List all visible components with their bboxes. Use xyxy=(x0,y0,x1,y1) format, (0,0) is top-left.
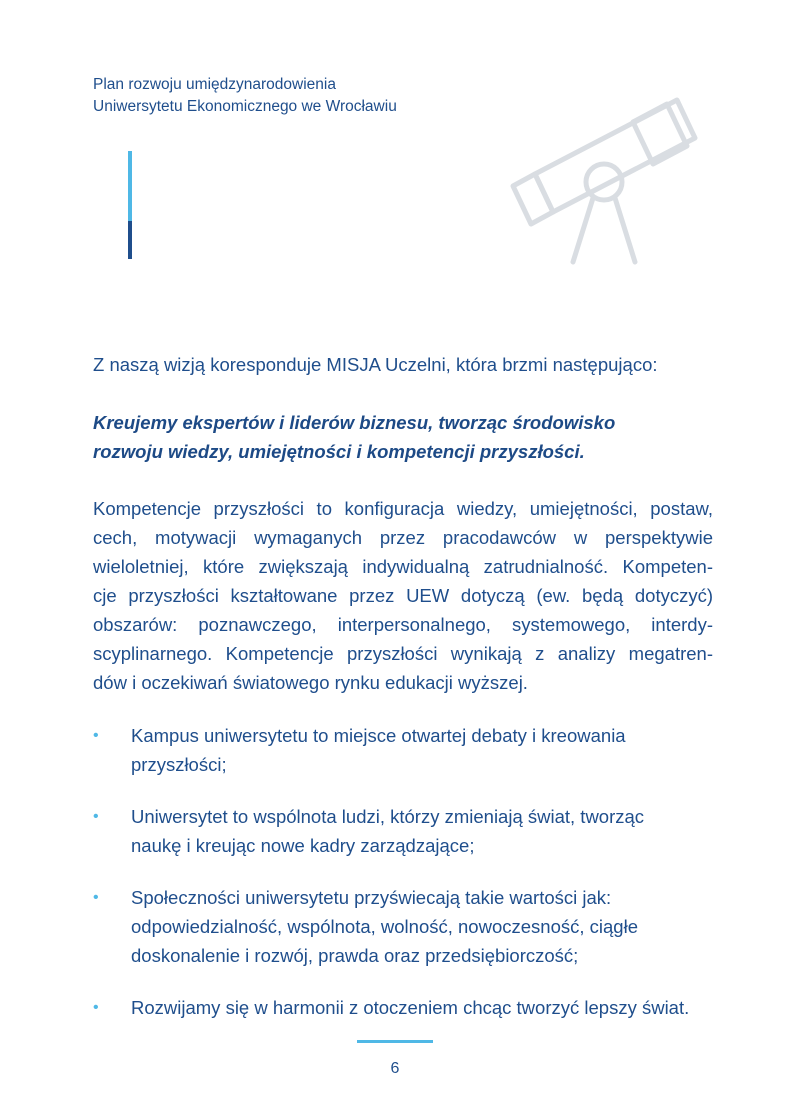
bullet-marker: • xyxy=(93,808,99,825)
list-item xyxy=(93,993,713,1022)
mission-statement xyxy=(93,408,713,466)
accent-bar-dark xyxy=(128,221,132,259)
competencies-paragraph xyxy=(93,494,713,697)
bullet-marker: • xyxy=(93,999,99,1016)
values-list xyxy=(93,721,713,1022)
page-number: 6 xyxy=(390,1060,400,1077)
paragraph-line: cech, motywacji wymaganych przez pracodawców w perspektywie xyxy=(93,527,713,548)
list-item-line: doskonalenie i rozwój, prawda oraz przedsiębiorczość; xyxy=(131,945,579,966)
accent-bar xyxy=(128,151,132,259)
list-item-line: Społeczności uniwersytetu przyświecają takie wartości jak: xyxy=(131,887,612,908)
mission-line-1: Kreujemy ekspertów i liderów biznesu, tworząc środowisko xyxy=(93,412,616,433)
list-item xyxy=(93,721,713,779)
list-item-line: odpowiedzialność, wspólnota, wolność, nowoczesność, ciągłe xyxy=(131,916,638,937)
paragraph-line: wieloletniej, które zwiększają indywidualną zatrudnialność. Kompeten- xyxy=(93,556,713,577)
telescope-leg-right xyxy=(615,198,635,262)
paragraph-line: obszarów: poznawczego, interpersonalnego, systemowego, interdy- xyxy=(93,614,713,635)
intro-text: Z naszą wizją koresponduje MISJA Uczelni, która brzmi następująco: xyxy=(93,354,658,375)
bullet-marker: • xyxy=(93,727,99,744)
paragraph-line: scyplinarnego. Kompetencje przyszłości wynikają z analizy megatren- xyxy=(93,643,713,664)
mission-line-2: rozwoju wiedzy, umiejętności i kompetencji przyszłości. xyxy=(93,441,585,462)
telescope-mount xyxy=(586,164,622,200)
list-item xyxy=(93,883,713,970)
main-content xyxy=(93,352,713,1045)
telescope-icon xyxy=(505,62,705,272)
paragraph-line: cje przyszłości kształtowane przez UEW dotyczą (ew. będą dotyczyć) xyxy=(93,585,713,606)
list-item-line: przyszłości; xyxy=(131,754,227,775)
paragraph-line: dów i oczekiwań światowego rynku edukacji wyższej. xyxy=(93,672,528,693)
running-header xyxy=(93,74,397,118)
header-line-2: Uniwersytetu Ekonomicznego we Wrocławiu xyxy=(93,98,397,115)
footer-rule xyxy=(357,1040,433,1043)
header-line-1: Plan rozwoju umiędzynarodowienia xyxy=(93,76,336,93)
bullet-marker: • xyxy=(93,889,99,906)
telescope-leg-left xyxy=(573,198,593,262)
list-item-line: naukę i kreując nowe kadry zarządzające; xyxy=(131,835,475,856)
list-item-line: Kampus uniwersytetu to miejsce otwartej debaty i kreowania xyxy=(131,725,626,746)
list-item-line: Uniwersytet to wspólnota ludzi, którzy zmieniają świat, tworząc xyxy=(131,806,645,827)
paragraph-line: Kompetencje przyszłości to konfiguracja wiedzy, umiejętności, postaw, xyxy=(93,498,713,519)
list-item xyxy=(93,802,713,860)
list-item-line: Rozwijamy się w harmonii z otoczeniem chcąc tworzyć lepszy świat. xyxy=(131,997,690,1018)
telescope-eyepiece xyxy=(513,174,553,224)
accent-bar-light xyxy=(128,151,132,221)
